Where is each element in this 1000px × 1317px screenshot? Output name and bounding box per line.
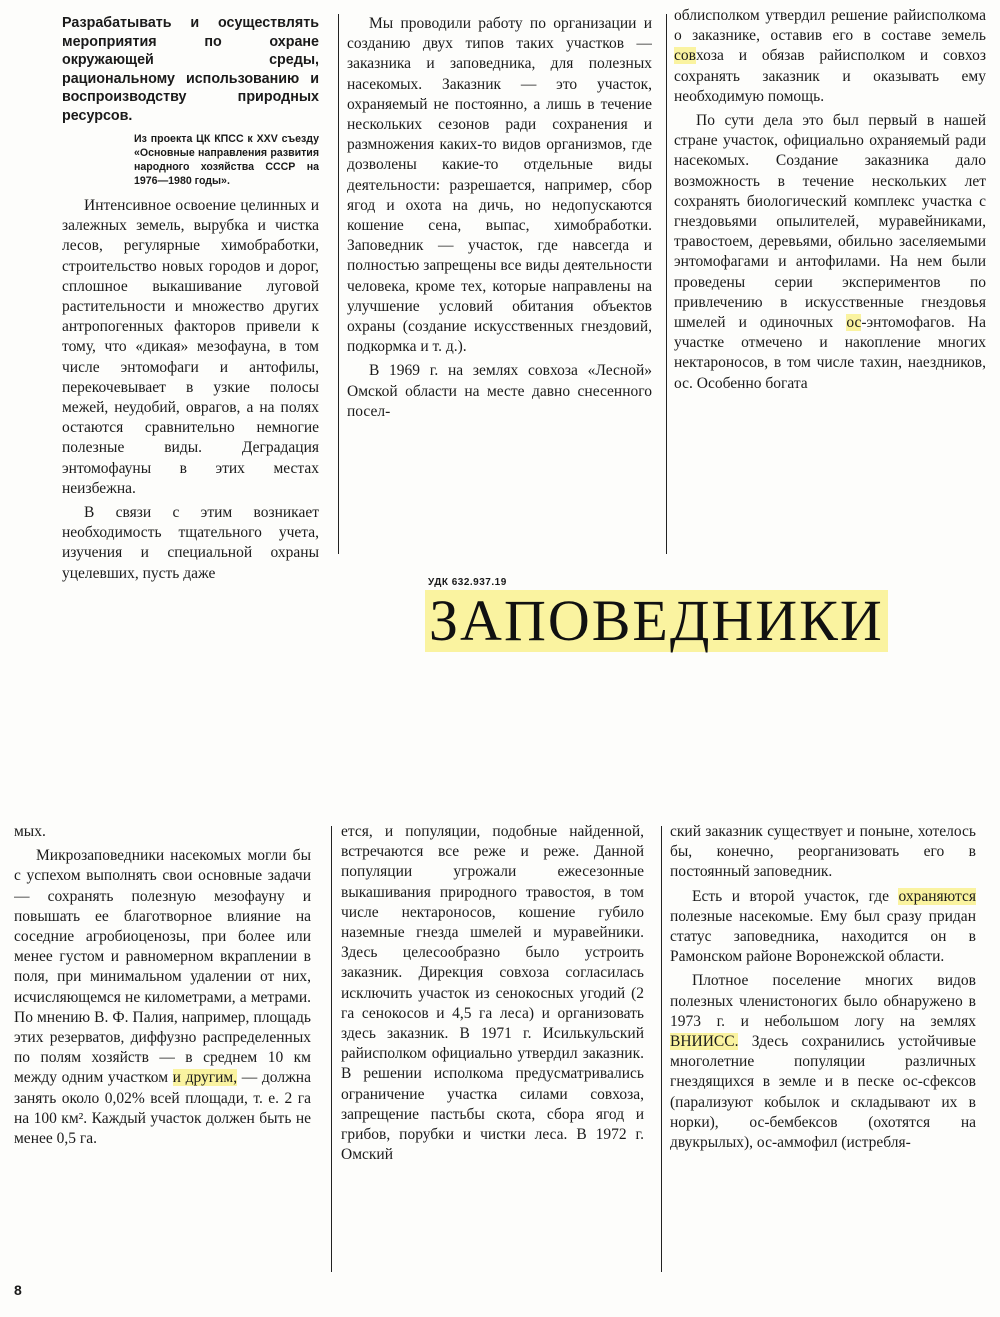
text-span: полезные насекомые. Ему был сразу придан статус заповедника, находится он в Рамонском районе Воронежской области. xyxy=(670,907,976,966)
text-span: — должна занять около 0,02% всей площади, т. е. 2 га на 100 км². Каждый участок должен быть не менее 0,5 га. xyxy=(14,1069,311,1148)
paragraph xyxy=(670,971,976,1153)
column-rule xyxy=(666,14,667,554)
paragraph: ский заказник существует и поныне, хотелось бы, конечно, реорганизовать его в постоянный заповедник. xyxy=(670,823,976,881)
paragraph: В связи с этим возникает необходимость тщательного учета, изучения и специальной охраны уцелевших, пусть даже xyxy=(62,504,319,582)
column-top-right xyxy=(674,6,986,554)
column-rule xyxy=(661,826,662,1272)
page-number: 8 xyxy=(14,1282,22,1298)
column-top-left xyxy=(62,14,319,656)
headline: ЗАПОВЕДНИКИ xyxy=(425,590,888,652)
paragraph xyxy=(674,6,986,107)
paragraph: Интенсивное освоение целинных и залежных земель, вырубка и чистка лесов, регулярные химобработки, строительство новых городов и дорог, сплошное выкашивание луговой растительности и множество других антропогенных факторов привели к тому, что «дикая» мезофауна, в том числе энтомофаги и антофилы, перекочевывает в узкие полосы межей, неудобий, оврагов, а на полях остаются сравнительно немногие полезные виды. Деградация энтомофауны в этих местах неизбежна. xyxy=(62,197,319,497)
highlighted-text: ос xyxy=(846,314,862,332)
text-span: Есть и второй участок, где xyxy=(692,887,899,905)
paragraph xyxy=(674,111,986,394)
highlighted-text: и другим, xyxy=(172,1069,238,1087)
column-bottom-right xyxy=(670,822,976,1272)
paragraph: мых. xyxy=(14,823,46,840)
column-rule xyxy=(331,826,332,1272)
column-rule xyxy=(338,14,339,554)
text-span: По сути дела это был первый в нашей стране участок, официально охраняемый ради насекомых. Создание заказника дало возможность в течение нескольких лет сохранять биологический комплекс участка с гнездовьями опылителей, муравейниками, травостоем, деревьями, обильно заселяемыми энтомофагами и антофилами. На нем были проведены серии экспериментов по привлечению в искусственные гнездовья шмелей и одиночных xyxy=(674,112,986,332)
column-bottom-middle xyxy=(341,822,644,1272)
text-span: облисполком утвердил решение райисполкома о заказнике, оставив его в составе земель xyxy=(674,7,986,45)
text-span: Здесь сохранились устойчивые многолетние популяции различных гнездящихся в земле и в песке ос-сфексов (парализуют кобылок и складывают их в норки), ос-бембексов (охотятся на двукрылых), ос-аммофил (истребля- xyxy=(670,1033,976,1152)
text-span: Микрозаповедники насекомых могли бы с успехом выполнять свои основные задачи — сохранять полезную мезофауну и повышать ее благотворное влияние на соседние агробиоценозы, при более или менее густом и равномерном вкраплении в поля, при минимальном удалении от них, исчисляющемся не километрами, а метрами. По мнению В. Ф. Палия, например, площадь этих резерватов, диффузно распределенных по полям хозяйств — в среднем 10 км между одним участком xyxy=(14,847,311,1087)
text-span: хоза и обязав райисполком и совхоз сохранять заказник и оказывать ему необходимую помощь. xyxy=(674,47,986,105)
paragraph xyxy=(670,887,976,968)
paragraph: Мы проводили работу по организации и созданию двух типов таких участков — заказника и заповедника, для полезных насекомых. Заказник — это участок, охраняемый не постоянно, а лишь в течение нескольких сезонов ради сохранения и размножения каких-то видов организмов, где дозволены какие-то отдельные виды деятельности: разрешается, например, сбор ягод и охота на дичь, но недопускаются кошение сена, выпас, химобработки. Заповедник — участок, где навсегда и полностью запрещены все виды деятельности человека, кроме тех, которые направлены на улучшение условий обитания объектов охраны (создание искусственных гнездовий, подкормка и т. д.). xyxy=(347,15,652,356)
paragraph: В 1969 г. на землях совхоза «Лесной» Омской области на месте давно снесенного посел- xyxy=(347,362,652,420)
paragraph xyxy=(14,846,311,1149)
highlighted-text: охраняются xyxy=(898,887,976,905)
column-bottom-left xyxy=(14,822,311,1272)
epigraph-text: Разрабатывать и осуществлять мероприятия по охране окружающей среды, рациональному использованию и воспроизводству природных ресурсов. xyxy=(62,15,319,124)
highlighted-text: сов xyxy=(674,47,696,65)
udk-code: УДК 632.937.19 xyxy=(428,577,507,588)
epigraph-source: Из проекта ЦК КПСС к XXV съезду «Основные направления развития народного хозяйства СССР на 1976—1980 годы». xyxy=(134,133,319,187)
paragraph: ется, и популяции, подобные найденной, встречаются все реже и реже. Данной популяции угрожали ежесезонные выкашивания природного травостоя, в том числе нектароносов, кошение губило наземные гнезда шмелей и муравейники. Здесь целесообразно было устроить заказник. Дирекция совхоза согласилась исключить участок из сенокосных угодий (2 га сенокосов и 4,5 га леса) и организовать здесь заказник. В 1971 г. Исилькульский райисполком официально утвердил заказник. В решении исполкома предусматривались ограничение участка силами совхоза, запрещение пастьбы скота, сбора ягод и грибов, порубки и чистки леса. В 1972 г. Омский xyxy=(341,823,644,1164)
text-span: Плотное поселение многих видов полезных членистоногих было обнаружено в 1973 г. и небольшом логу на землях xyxy=(670,972,976,1030)
text-span: -энтомофагов. На участке отмечено и накопление многих нектароносов, в том числе тахин, наездников, ос. Особенно богата xyxy=(674,314,986,392)
column-top-middle xyxy=(347,14,652,559)
highlighted-text: ВНИИСС. xyxy=(670,1033,739,1051)
